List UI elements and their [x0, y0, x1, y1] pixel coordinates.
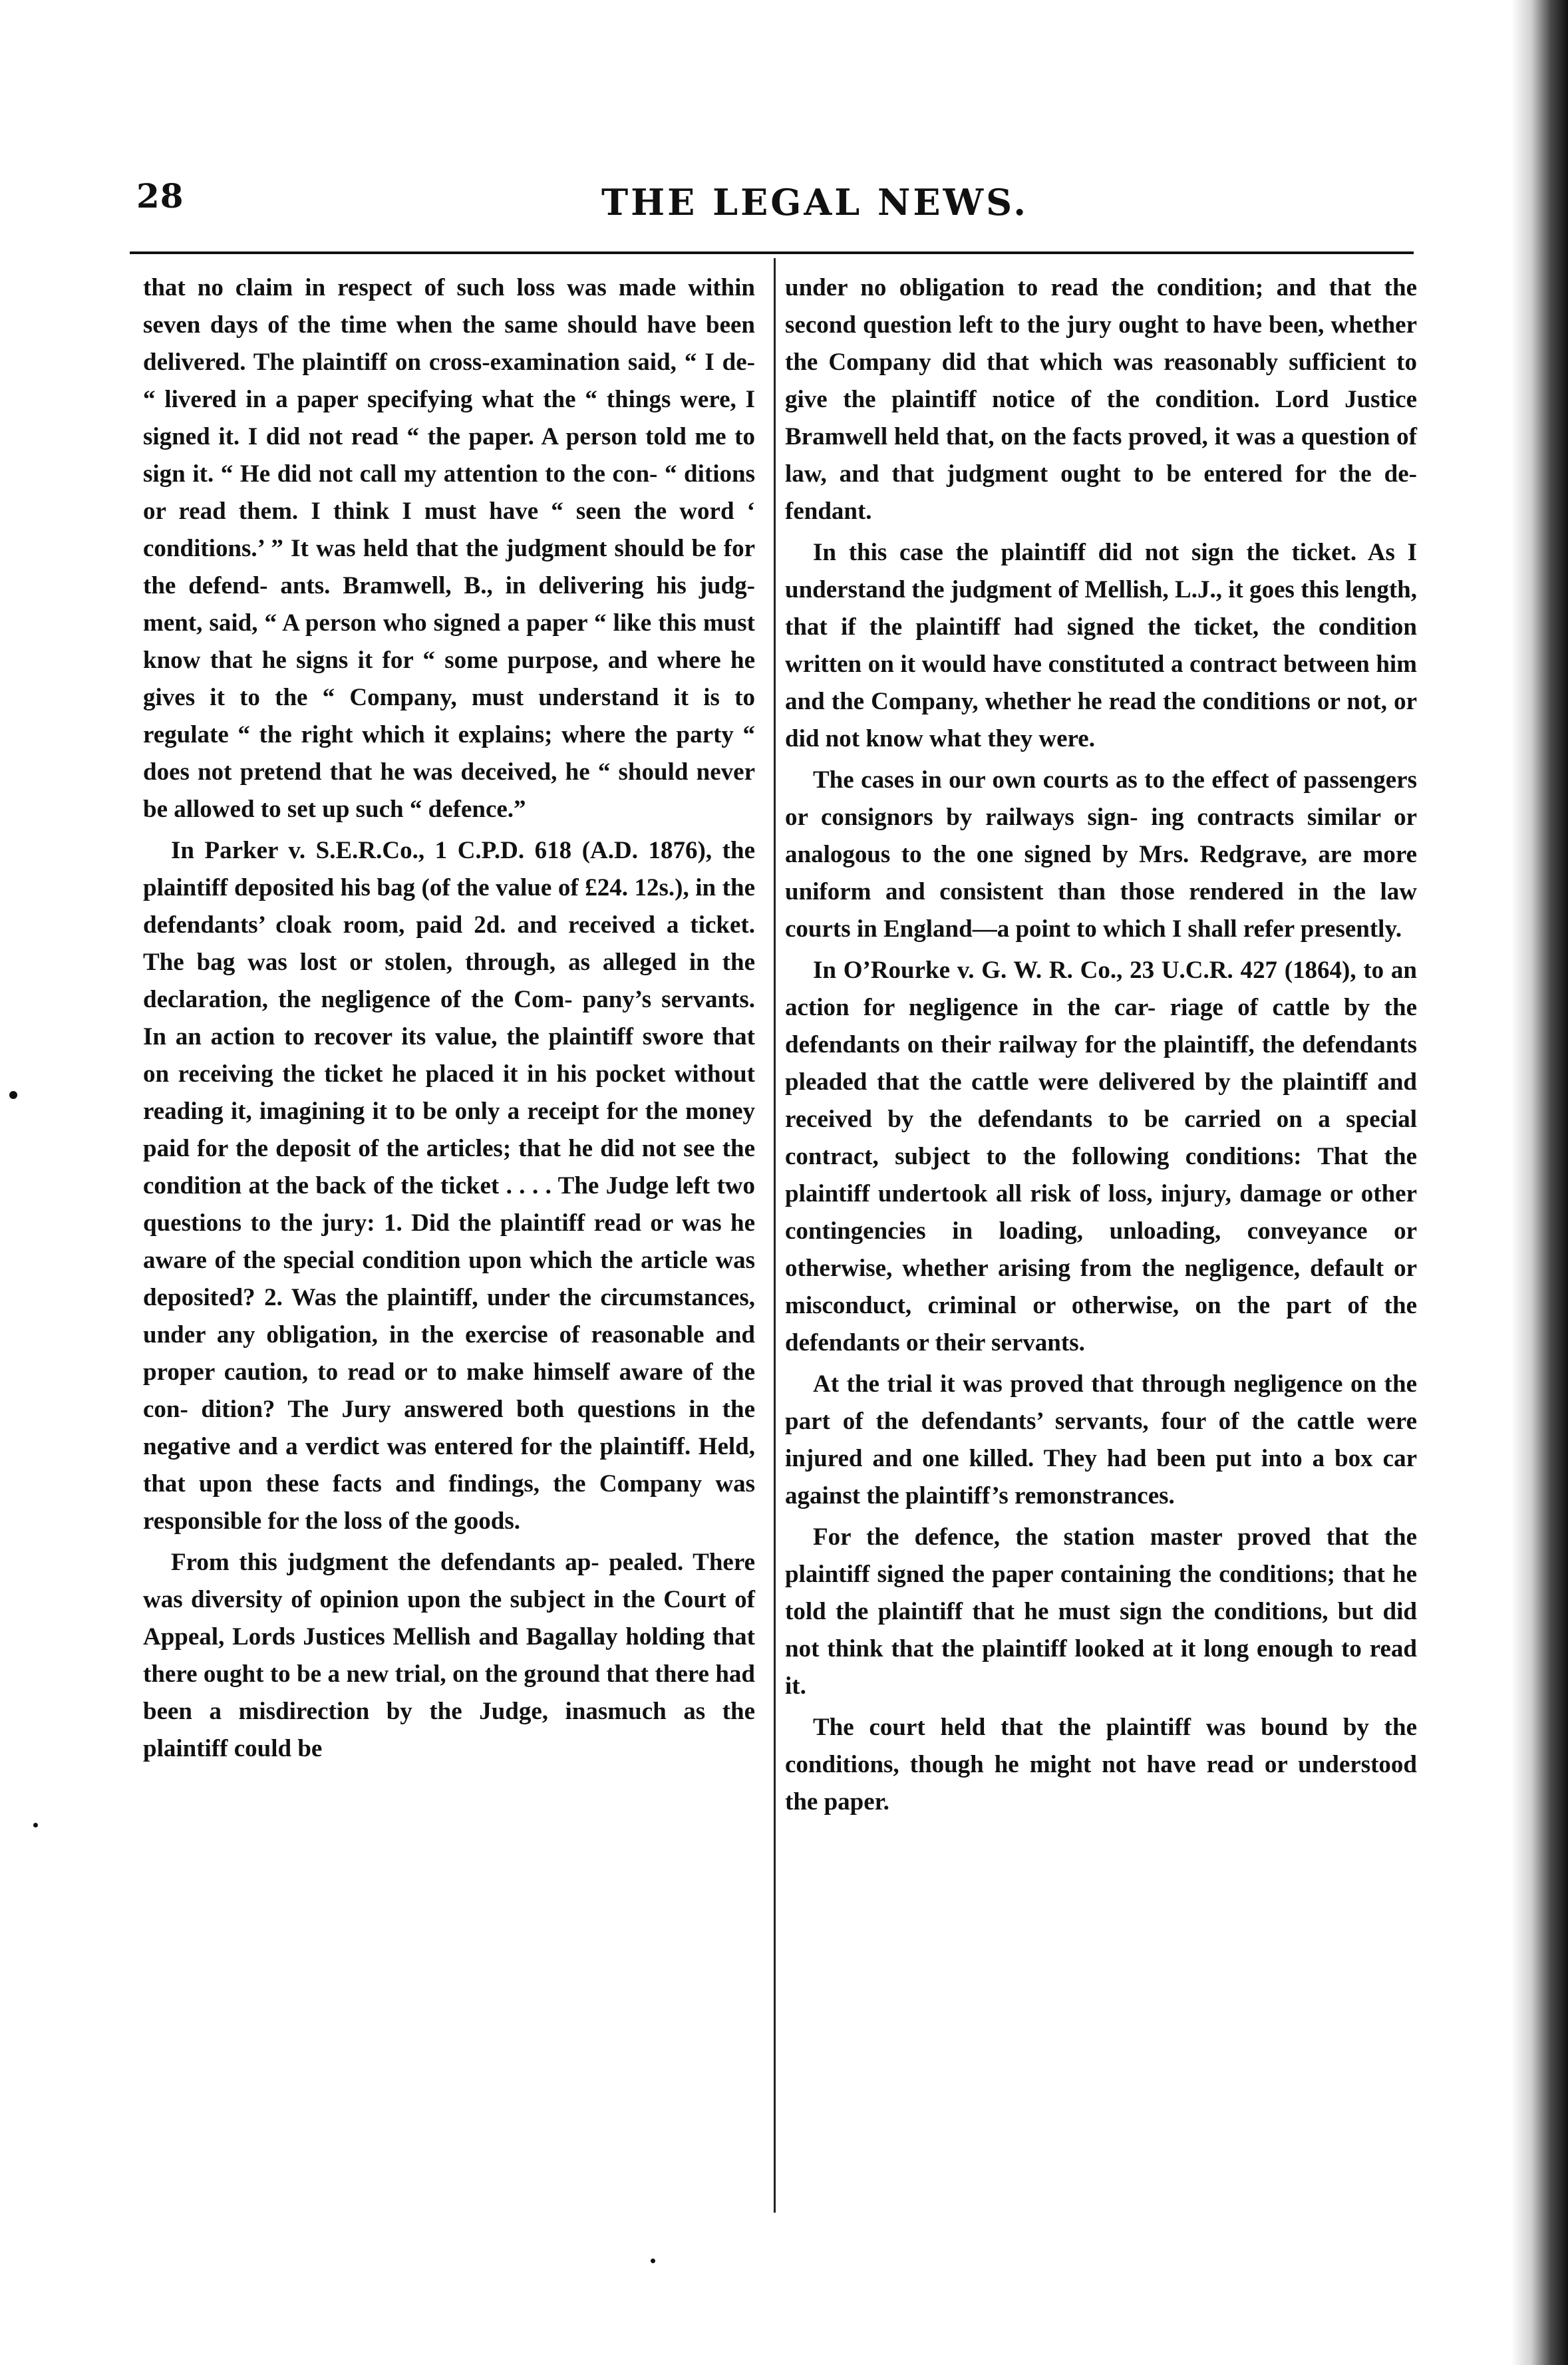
- right-paragraph-2: In this case the plaintiff did not sign the ticket. As I understand the judgment of Mellish, L.J., it goes this length, that if the plaintiff had signed the ticket, the condition written on it would have constituted a contract between him and the Company, whether he read the conditions or not, or did not know what they were.: [785, 539, 1417, 752]
- journal-title: THE LEGAL NEWS.: [601, 181, 1029, 224]
- margin-speck: [33, 1823, 38, 1827]
- page-number: 28: [136, 176, 184, 216]
- right-column: [785, 269, 1417, 1821]
- left-paragraph-3: From this judgment the defendants ap- pealed. There was diversity of opinion upon the subject in the Court of Appeal, Lords Justices Mellish and Bagallay holding that there ought to be a new trial, on the ground that there had been a misdirection by the Judge, inasmuch as the plaintiff could be: [143, 1549, 755, 1762]
- right-paragraph-6: For the defence, the station master proved that the plaintiff signed the paper containing the conditions; that he told the plaintiff that he must sign the conditions, but did not think that the plaintiff looked at it long enough to read it.: [785, 1523, 1417, 1700]
- right-paragraph-5: At the trial it was proved that through negligence on the part of the defendants’ servants, four of the cattle were injured and one killed. They had been put into a box car against the plaintiff’s remonstrances.: [785, 1370, 1417, 1509]
- left-paragraph-1: that no claim in respect of such loss was made within seven days of the time when the same should have been delivered. The plaintiff on cross-examination said, “ I de- “ livered in a paper specifying what the “ things were, I signed it. I did not read “ the paper. A person told me to sign it. “ He did not call my attention to the con- “ ditions or read them. I think I must have “ seen the word ‘ conditions.’ ” It was held that the judgment should be for the defend- ants. Bramwell, B., in delivering his judg- ment, said, “ A person who signed a paper “ like this must know that he signs it for “ some purpose, and where he gives it to the “ Company, must understand it is to regulate “ the right which it explains; where the party “ does not pretend that he was deceived, he “ should never be allowed to set up such “ defence.”: [143, 274, 755, 823]
- header-rule: [130, 251, 1414, 254]
- margin-speck: [9, 1091, 17, 1099]
- left-paragraph-2: In Parker v. S.E.R.Co., 1 C.P.D. 618 (A.D. 1876), the plaintiff deposited his bag (of the value of £24. 12s.), in the defendants’ cloak room, paid 2d. and received a ticket. The bag was lost or stolen, through, as alleged in the declaration, the negligence of the Com- pany’s servants. In an action to recover its value, the plaintiff swore that on receiving the ticket he placed it in his pocket without reading it, imagining it to be only a receipt for the money paid for the deposit of the articles; that he did not see the condition at the back of the ticket . . . . The Judge left two questions to the jury: 1. Did the plaintiff read or was he aware of the special condition upon which the article was deposited? 2. Was the plaintiff, under the circumstances, under any obligation, in the exercise of reasonable and proper caution, to read or to make himself aware of the con- dition? The Jury answered both questions in the negative and a verdict was entered for the plaintiff. Held, that upon these facts and findings, the Company was responsible for the loss of the goods.: [143, 837, 755, 1535]
- right-paragraph-1: under no obligation to read the condition; and that the second question left to the jury ought to have been, whether the Company did that which was reasonably sufficient to give the plaintiff notice of the condition. Lord Justice Bramwell held that, on the facts proved, it was a question of law, and that judgment ought to be entered for the de- fendant.: [785, 274, 1417, 525]
- right-paragraph-7: The court held that the plaintiff was bound by the conditions, though he might not have read or understood the paper.: [785, 1714, 1417, 1815]
- scan-edge-shadow: [1511, 0, 1568, 2365]
- right-paragraph-4: In O’Rourke v. G. W. R. Co., 23 U.C.R. 427 (1864), to an action for negligence in the car- riage of cattle by the defendants on their railway for the plaintiff, the defendants pleaded that the cattle were delivered by the plaintiff and received by the defendants to be carried on a special contract, subject to the following conditions: That the plaintiff undertook all risk of loss, injury, damage or other contingencies in loading, unloading, conveyance or otherwise, whether arising from the negligence, default or misconduct, criminal or otherwise, on the part of the defendants or their servants.: [785, 957, 1417, 1356]
- column-divider: [774, 258, 776, 2213]
- left-column: [143, 269, 755, 1768]
- right-paragraph-3: The cases in our own courts as to the effect of passengers or consignors by railways sign- ing contracts similar or analogous to the one signed by Mrs. Redgrave, are more uniform and consistent than those rendered in the law courts in England—a point to which I shall refer presently.: [785, 766, 1417, 943]
- margin-speck: [651, 2259, 655, 2263]
